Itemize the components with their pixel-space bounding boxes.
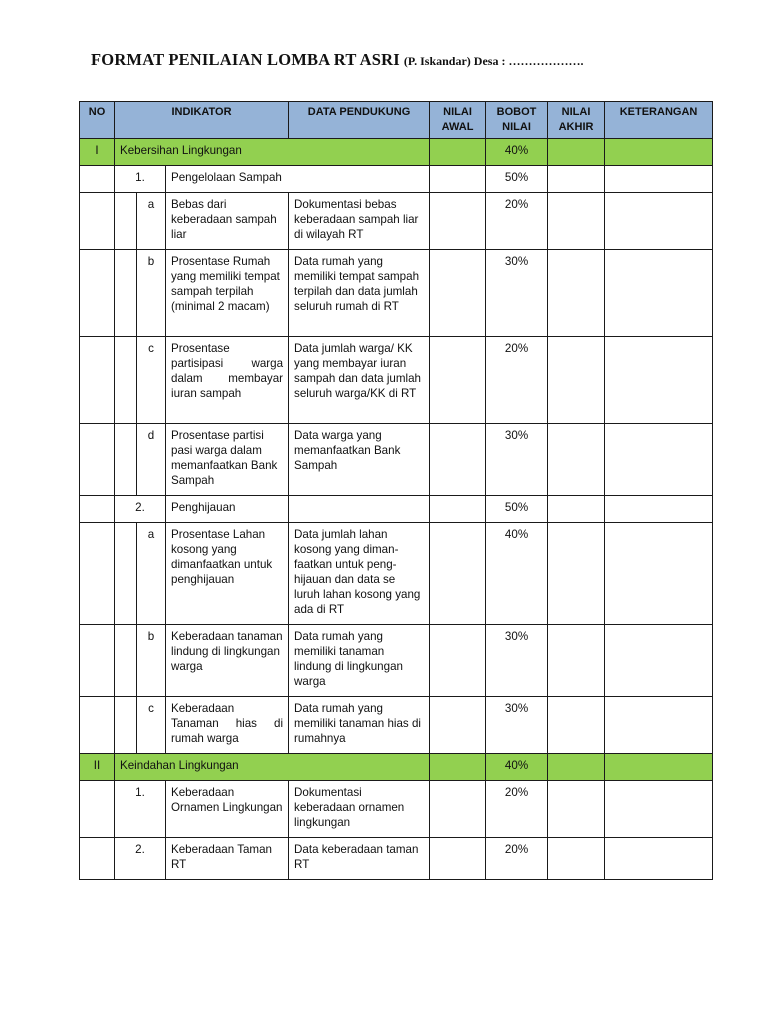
item-no: 2. [115,838,166,880]
item-row [80,523,713,625]
bobot-cell: 30% [486,424,548,496]
item-data: Data rumah yang memiliki tempat sampah terpilah dan data jumlah seluruh rumah di RT [289,250,430,337]
header-indikator: INDIKATOR [115,102,289,139]
item-data: Dokumentasi bebas keberadaan sampah liar di wilayah RT [289,193,430,250]
item-row [80,781,713,838]
header-nilai-awal: NILAI AWAL [430,102,486,139]
section-label: Kebersihan Lingkungan [115,139,430,166]
item-indikator: Bebas dari keberadaan sampah liar [166,193,289,250]
bobot-cell: 40% [486,139,548,166]
item-row [80,424,713,496]
section-row [80,139,713,166]
assessment-table [79,101,713,880]
item-letter: c [137,337,166,424]
header-keterangan: KETERANGAN [605,102,713,139]
item-row [80,250,713,337]
nilai-awal-cell [430,139,486,166]
section-row [80,754,713,781]
item-row [80,625,713,697]
section-no: II [80,754,115,781]
group-no: 1. [115,166,166,193]
item-letter: c [137,697,166,754]
section-label: Keindahan Lingkungan [115,754,430,781]
item-letter: a [137,523,166,625]
bobot-cell: 30% [486,625,548,697]
bobot-cell: 20% [486,337,548,424]
item-row [80,838,713,880]
group-no: 2. [115,496,166,523]
item-indikator: Prosentase Lahan kosong yang dimanfaatkan untuk penghijauan [166,523,289,625]
item-letter: a [137,193,166,250]
group-label: Pengelolaan Sampah [166,166,430,193]
title-sub: (P. Iskandar) Desa : ………………. [403,54,584,68]
item-indikator: Prosentase Rumah yang memiliki tempat sampah terpilah (minimal 2 macam) [166,250,289,337]
item-data: Data rumah yang memiliki tanaman hias di rumahnya [289,697,430,754]
header-no: NO [80,102,115,139]
bobot-cell: 40% [486,754,548,781]
item-no: 1. [115,781,166,838]
item-letter: b [137,250,166,337]
item-indikator: Keberadaan Tanaman hias di rumah warga [166,697,289,754]
item-indikator: Keberadaan Ornamen Lingkungan [166,781,289,838]
bobot-cell: 20% [486,781,548,838]
header-nilai-akhir: NILAI AKHIR [548,102,605,139]
item-letter: d [137,424,166,496]
bobot-cell: 50% [486,496,548,523]
keterangan-cell [605,139,713,166]
item-row [80,193,713,250]
item-letter: b [137,625,166,697]
bobot-cell: 30% [486,250,548,337]
item-indikator: Keberadaan Taman RT [166,838,289,880]
item-data: Data keberadaan taman RT [289,838,430,880]
nilai-akhir-cell [548,139,605,166]
item-row [80,337,713,424]
bobot-cell: 30% [486,697,548,754]
header-data-pendukung: DATA PENDUKUNG [289,102,430,139]
item-indikator: Prosentase partisi pasi warga dalam memanfaatkan Bank Sampah [166,424,289,496]
bobot-cell: 50% [486,166,548,193]
item-data: Data jumlah lahan kosong yang diman-faatkan untuk peng-hijauan dan data se luruh lahan kosong yang ada di RT [289,523,430,625]
item-indikator: Prosentase partisipasi warga dalam membayar iuran sampah [166,337,289,424]
header-row [80,102,713,139]
bobot-cell: 40% [486,523,548,625]
bobot-cell: 20% [486,838,548,880]
item-data: Data rumah yang memiliki tanaman lindung di lingkungan warga [289,625,430,697]
item-data: Data jumlah warga/ KK yang membayar iuran sampah dan data jumlah seluruh warga/KK di RT [289,337,430,424]
bobot-cell: 20% [486,193,548,250]
section-no: I [80,139,115,166]
item-data: Data warga yang memanfaatkan Bank Sampah [289,424,430,496]
group-label: Penghijauan [166,496,289,523]
item-indikator: Keberadaan tanaman lindung di lingkungan warga [166,625,289,697]
group-row [80,166,713,193]
group-row [80,496,713,523]
header-bobot-nilai: BOBOT NILAI [486,102,548,139]
item-row [80,697,713,754]
document-title [91,50,583,70]
item-data: Dokumentasi keberadaan ornamen lingkungan [289,781,430,838]
title-main: FORMAT PENILAIAN LOMBA RT ASRI [91,50,400,69]
